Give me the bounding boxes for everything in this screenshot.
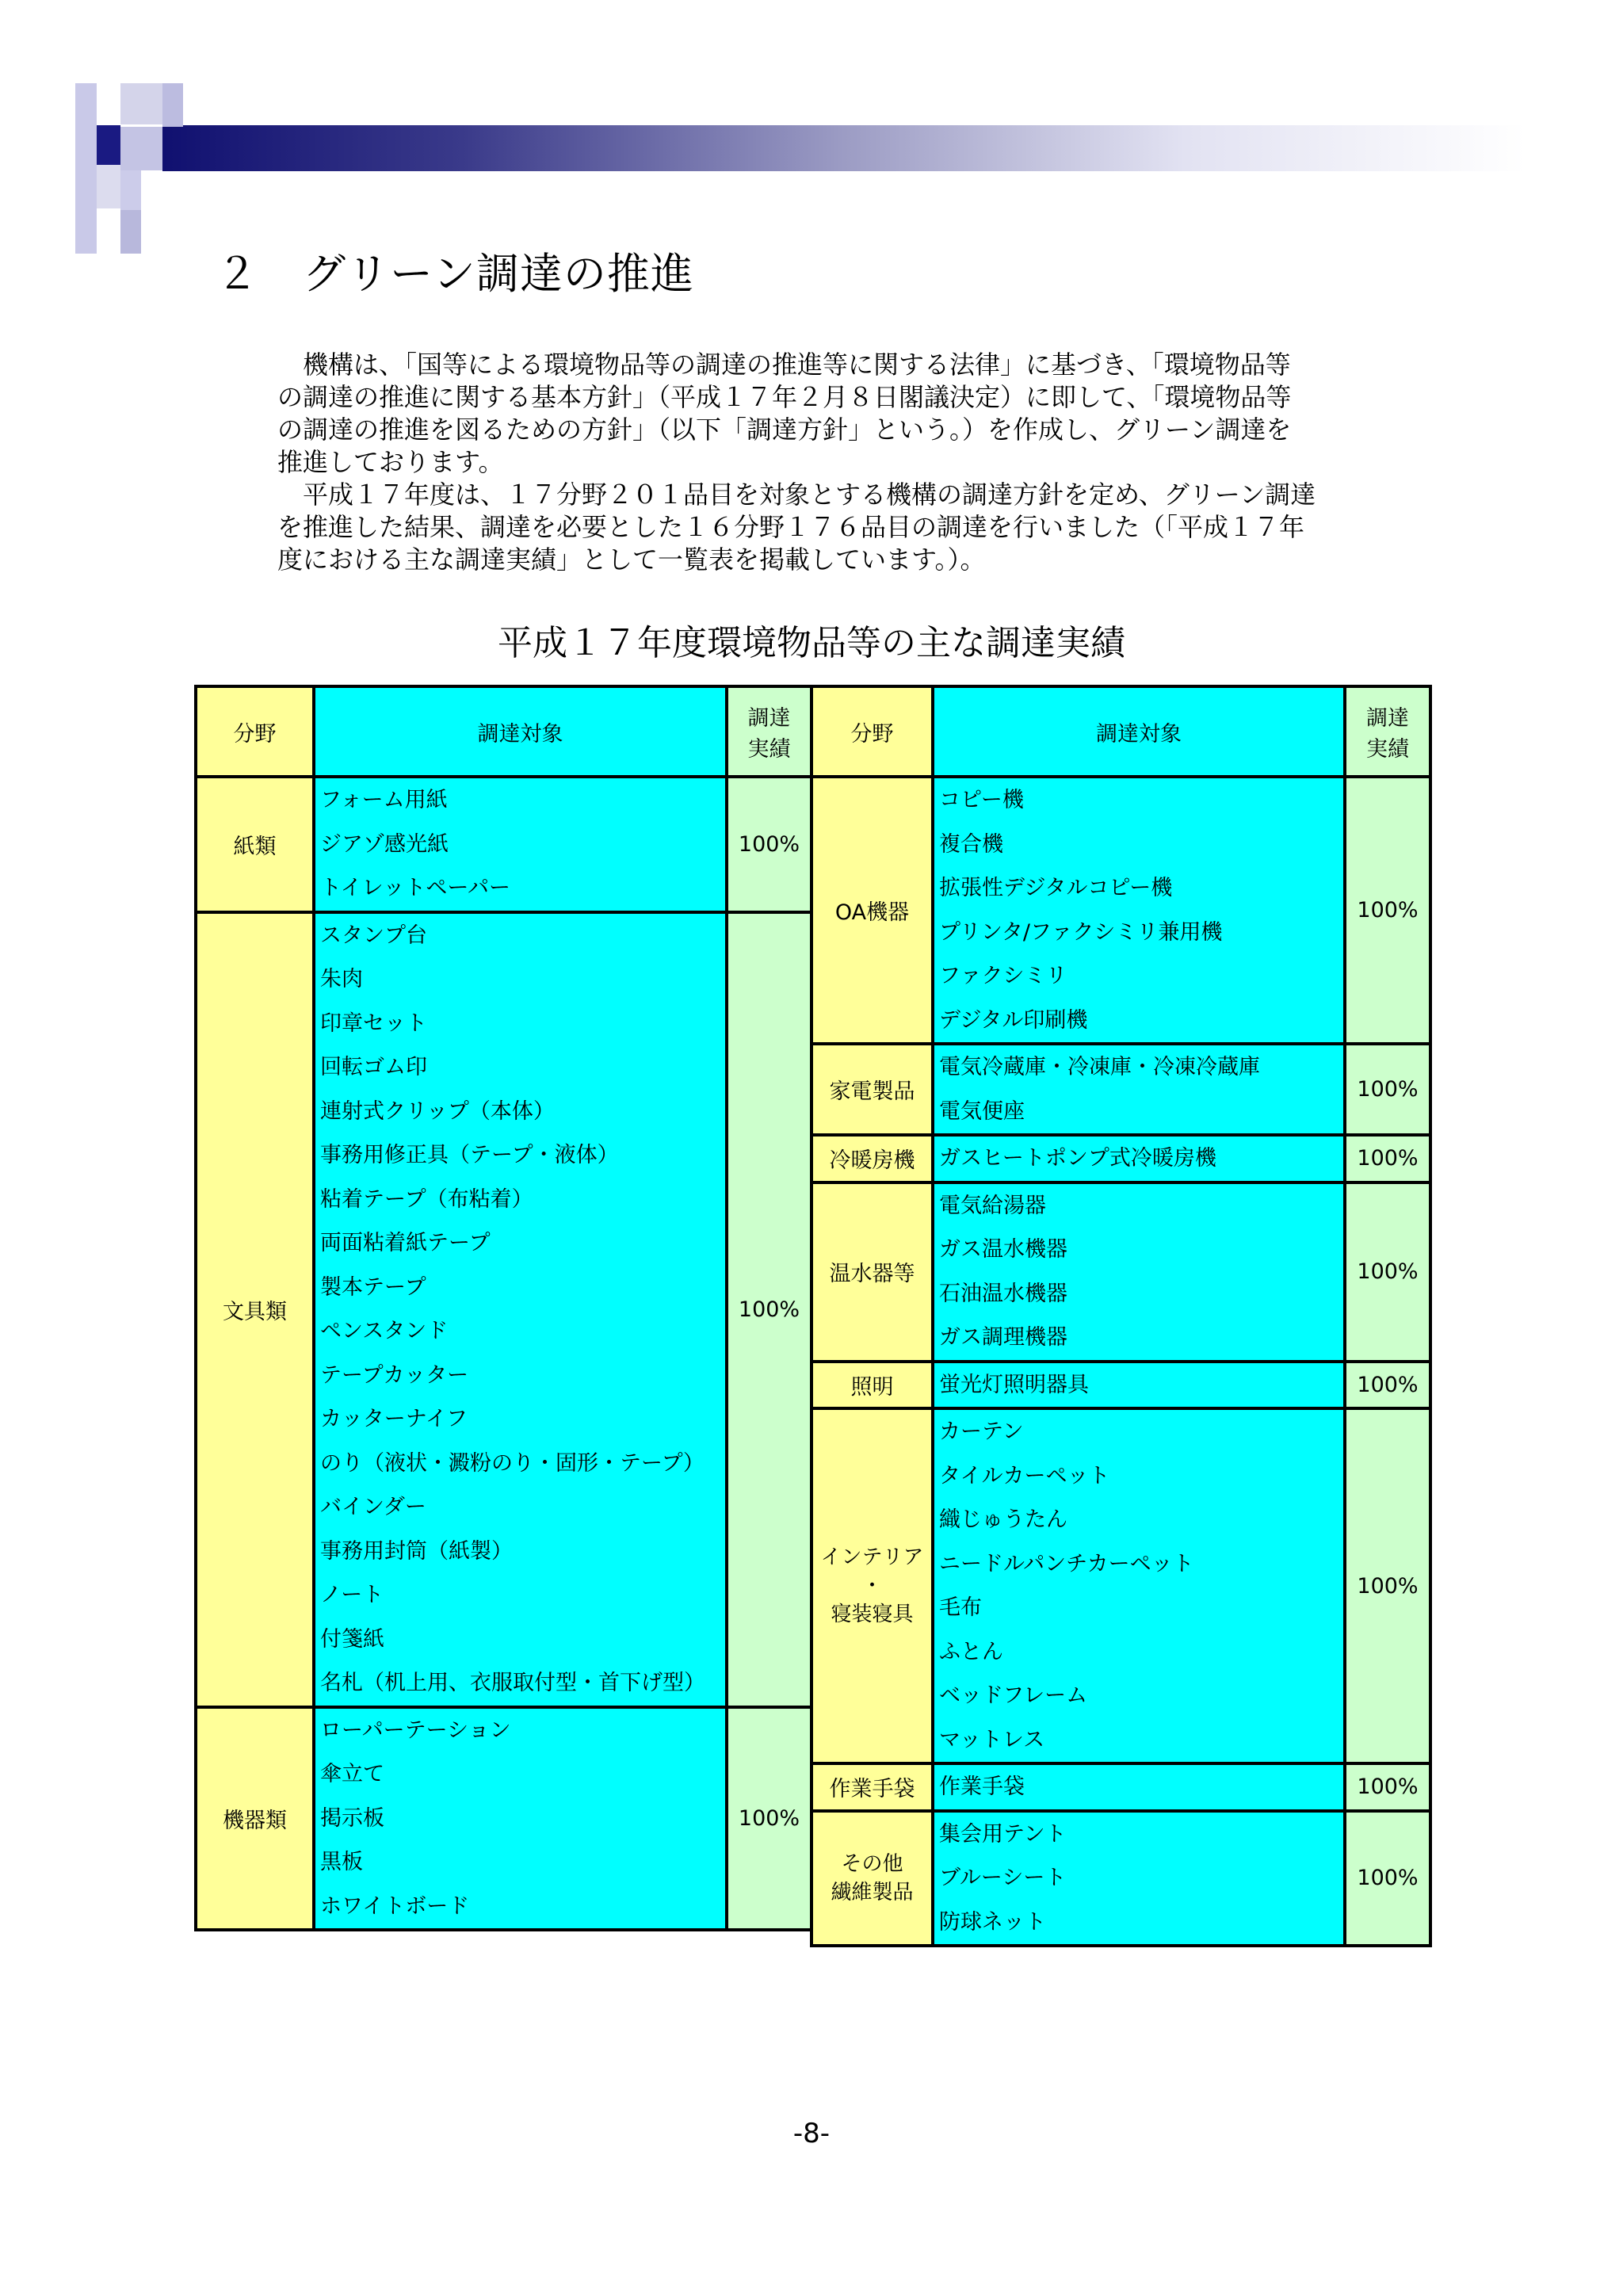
list-item: マットレス [939,1727,1045,1752]
list-item: 連射式クリップ（本体） [320,1098,555,1124]
list-item: 電気給湯器 [939,1193,1046,1218]
table-row [812,1763,1430,1811]
table-row [812,1182,1430,1362]
page-number: -8- [792,2118,831,2149]
header-decoration-square [120,127,162,170]
list-item: 朱肉 [320,967,363,991]
list-item: カーテン [939,1419,1024,1444]
category-line: その他 [841,1851,903,1876]
list-item: フォーム用紙 [320,788,448,812]
table-row [196,777,812,912]
header-decoration-square [97,165,120,208]
result-cell: 100% [727,777,812,912]
list-item: ニードルパンチカーペット [939,1551,1194,1576]
list-item: 事務用修正具（テープ・液体） [320,1143,619,1167]
list-item: 粘着テープ（布粘着） [320,1186,533,1212]
list-item: 名札（机上用、衣服取付型・首下げ型） [320,1671,705,1695]
items-cell [933,777,1345,1044]
table-header-row [812,686,1430,777]
items-cell [933,1763,1345,1811]
category-line: 繊維製品 [831,1880,914,1904]
list-item: 毛布 [939,1595,982,1620]
header-decoration-square [162,83,183,127]
header-result-line: 実績 [1366,737,1409,762]
header-items: 調達対象 [933,686,1345,777]
list-item: ブルーシート [939,1866,1067,1890]
result-cell: 100% [1345,777,1430,1044]
category-cell: 文具類 [196,912,314,1707]
category-cell: 照明 [812,1362,933,1409]
list-item: 作業手袋 [939,1775,1025,1799]
list-item: トイレットペーパー [320,876,511,900]
category-line: 寝装寝具 [831,1603,914,1626]
intro-text [277,349,1396,576]
category-cell [812,1408,933,1763]
table-title: 平成１７年度環境物品等の主な調達実績 [498,623,1125,663]
list-item: ホワイトボード [320,1893,470,1919]
list-item: 防球ネット [939,1909,1046,1935]
category-line: ・ [861,1574,883,1598]
list-item: ガス温水機器 [939,1237,1067,1262]
result-cell: 100% [1345,1362,1430,1409]
category-cell: OA機器 [812,777,933,1044]
list-item: ペンスタンド [320,1319,449,1343]
table-row [196,1707,812,1931]
items-cell [933,1135,1345,1182]
procurement-table-right [810,685,1432,1947]
list-item: コピー機 [939,788,1024,812]
category-cell: 温水器等 [812,1182,933,1362]
list-item: 事務用封筒（紙製） [320,1538,513,1564]
list-item: プリンタ/ファクシミリ兼用機 [939,919,1223,945]
list-item: ジアゾ感光紙 [320,831,449,857]
items-cell [314,777,727,912]
items-cell [933,1362,1345,1409]
category-cell: 機器類 [196,1707,314,1931]
list-item: テープカッター [320,1362,469,1388]
list-item: 電気冷蔵庫・冷凍庫・冷凍冷蔵庫 [939,1055,1260,1079]
result-cell: 100% [727,1707,812,1931]
items-cell [933,1408,1345,1763]
intro-paragraph: 機構は、「国等による環境物品等の調達の推進等に関する法律」に基づき、「環境物品等 の調達の推進に関する基本方針」（平成１７年２月８日閣議決定）に即して、「環境物品等 の調達の推進を図るための方針」（以下「調達方針」という。）を作成し、グリーン調達を 推進しております。 [277,350,1292,477]
list-item: ベッドフレーム [939,1683,1088,1708]
table-row [812,1362,1430,1409]
list-item: 回転ゴム印 [320,1055,427,1079]
header-decoration-square [97,125,120,165]
list-item: 電気便座 [939,1098,1025,1124]
category-cell: 家電製品 [812,1044,933,1135]
items-cell [314,912,727,1707]
list-item: タイルカーペット [939,1463,1110,1488]
items-cell [933,1182,1345,1362]
result-cell: 100% [1345,1763,1430,1811]
category-cell [812,1811,933,1946]
list-item: ガスヒートポンプ式冷暖房機 [939,1146,1216,1171]
procurement-table-left [194,685,813,1931]
header-result [727,686,812,777]
list-item: デジタル印刷機 [939,1007,1088,1033]
header-result-line: 調達 [747,706,791,731]
list-item: ローパーテーション [320,1717,511,1743]
list-item: ガス調理機器 [939,1325,1067,1350]
table-header-row [196,686,812,777]
list-item: バインダー [320,1495,426,1519]
items-cell [314,1707,727,1931]
result-cell: 100% [1345,1811,1430,1946]
items-cell [933,1044,1345,1135]
result-cell: 100% [727,912,812,1707]
header-result [1345,686,1430,777]
list-item: 黒板 [320,1850,363,1874]
list-item: のり（液状・澱粉のり・固形・テープ） [320,1450,705,1476]
category-cell: 冷暖房機 [812,1135,933,1182]
table-row [196,912,812,1707]
list-item: 拡張性デジタルコピー機 [939,876,1173,900]
list-item: 両面粘着紙テープ [320,1231,491,1255]
list-item: 印章セット [320,1010,427,1036]
list-item: スタンプ台 [320,923,427,948]
list-item: 蛍光灯照明器具 [939,1372,1089,1397]
result-cell: 100% [1345,1135,1430,1182]
list-item: ノート [320,1583,384,1607]
table-row [812,1408,1430,1763]
category-cell: 作業手袋 [812,1763,933,1811]
table-row [812,1044,1430,1135]
list-item: 石油温水機器 [939,1281,1067,1306]
section-heading: ２ グリーン調達の推進 [216,249,694,299]
header-category: 分野 [196,686,314,777]
list-item: ふとん [939,1639,1003,1664]
category-line: インテリア [820,1545,924,1569]
list-item: 織じゅうたん [939,1507,1067,1532]
header-decoration-square [75,83,97,254]
list-item: ファクシミリ [939,964,1067,988]
intro-paragraph: 平成１７年度は、１７分野２０１品目を対象とする機構の調達方針を定め、グリーン調達 を推進した結果、調達を必要とした１６分野１７６品目の調達を行いました（「平成１７年 度における主な調達実績」として一覧表を掲載しています。）。 [277,479,1316,575]
items-cell [933,1811,1345,1946]
header-result-line: 調達 [1366,706,1409,731]
table-row [812,1811,1430,1946]
header-result-line: 実績 [747,737,791,762]
list-item: 付箋紙 [320,1626,384,1652]
result-cell: 100% [1345,1182,1430,1362]
list-item: 傘立て [320,1762,384,1786]
list-item: 複合機 [939,831,1003,857]
result-cell: 100% [1345,1408,1430,1763]
header-category: 分野 [812,686,933,777]
table-row [812,1135,1430,1182]
table-row [812,777,1430,1044]
header-items: 調達対象 [314,686,727,777]
result-cell: 100% [1345,1044,1430,1135]
list-item: 集会用テント [939,1821,1067,1847]
list-item: 掲示板 [320,1805,384,1831]
list-item: 製本テープ [320,1274,426,1300]
list-item: カッターナイフ [320,1407,468,1431]
header-decoration-square [120,170,141,210]
header-decoration-square [120,210,141,254]
header-gradient-bar [162,125,1526,171]
category-cell: 紙類 [196,777,314,912]
header-decoration-square [120,83,162,124]
